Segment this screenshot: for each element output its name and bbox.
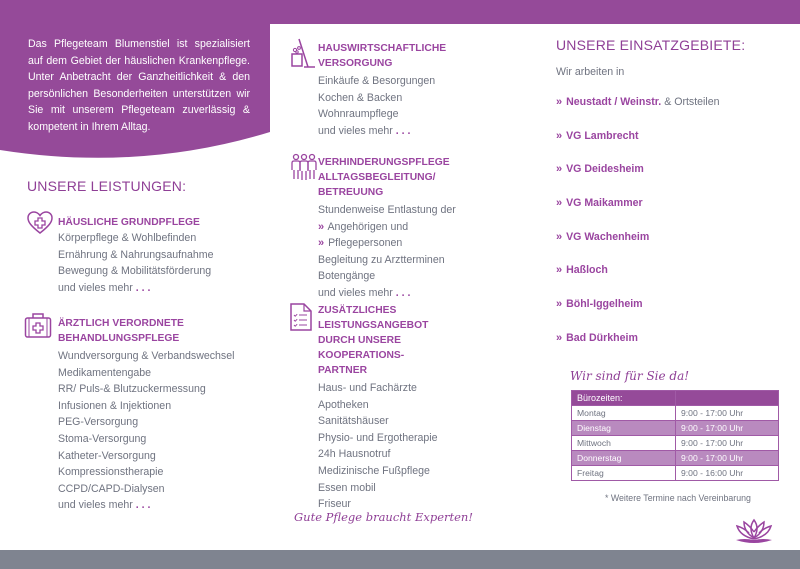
block-heading: ÄRZTLICH VERORDNETE xyxy=(58,318,184,329)
table-header-empty xyxy=(676,391,779,406)
area-item xyxy=(556,96,720,130)
more-text: und vieles mehr xyxy=(318,286,393,299)
double-chevron-icon: » xyxy=(556,129,561,142)
list-item: PEG-Versorgung xyxy=(58,416,139,429)
office-tagline: Wir sind für Sie da! xyxy=(570,369,690,383)
intro-panel xyxy=(0,0,270,162)
list-item-more xyxy=(318,123,446,140)
double-chevron-icon: » xyxy=(556,96,561,108)
hours-cell: 9:00 - 16:00 Uhr xyxy=(676,466,779,481)
double-chevron-icon: » xyxy=(556,331,561,344)
ellipsis: . . . xyxy=(135,499,151,512)
list-item-arrow xyxy=(318,219,456,236)
area-name: VG Maikammer xyxy=(566,197,643,210)
list-item: Essen mobil xyxy=(318,481,376,494)
list-item: 24h Hausnotruf xyxy=(318,448,391,461)
day-cell: Freitag xyxy=(572,466,676,481)
list-item: Wohnraumpflege xyxy=(318,108,399,121)
list-item: Botengänge xyxy=(318,270,376,283)
services-title: UNSERE LEISTUNGEN: xyxy=(27,178,187,194)
list-item: Körperpflege & Wohlbefinden xyxy=(58,232,197,244)
list-item: Sanitätshäuser xyxy=(318,415,389,428)
area-name: Neustadt / Weinstr. xyxy=(566,96,662,108)
list-item: Infusionen & Injektionen xyxy=(58,399,172,412)
more-text: und vieles mehr xyxy=(58,499,133,512)
table-row xyxy=(572,466,779,481)
area-name: Böhl-Iggelheim xyxy=(566,298,643,311)
lotus-logo-icon xyxy=(734,518,774,546)
appointment-note: * Weitere Termine nach Vereinbarung xyxy=(605,493,751,503)
area-item xyxy=(556,332,720,366)
table-row xyxy=(572,406,779,421)
area-suffix: & Ortsteilen xyxy=(661,96,720,108)
list-item-text: Pflegepersonen xyxy=(328,237,403,250)
day-cell: Mittwoch xyxy=(572,436,676,451)
list-item: Haus- und Fachärzte xyxy=(318,382,417,394)
list-item-more xyxy=(318,285,456,302)
checklist-document-icon xyxy=(290,303,312,331)
ellipsis: . . . xyxy=(135,281,151,294)
double-chevron-icon: » xyxy=(318,237,323,250)
hours-cell: 9:00 - 17:00 Uhr xyxy=(676,421,779,436)
heart-plus-icon xyxy=(27,211,53,235)
list-item: Bewegung & Mobilitätsförderung xyxy=(58,265,212,278)
list-item: Begleitung zu Arztterminen xyxy=(318,253,445,266)
areas-intro: Wir arbeiten in xyxy=(556,66,625,78)
table-header-row xyxy=(572,391,779,406)
list-item: Kochen & Backen xyxy=(318,91,403,104)
ellipsis: . . . xyxy=(395,124,411,137)
hours-cell: 9:00 - 17:00 Uhr xyxy=(676,436,779,451)
double-chevron-icon: » xyxy=(318,220,323,233)
table-header: Bürozeiten: xyxy=(572,391,676,406)
area-name: VG Wachenheim xyxy=(566,230,650,243)
area-name: Haßloch xyxy=(566,264,608,277)
day-cell: Donnerstag xyxy=(572,451,676,466)
block-heading: BEHANDLUNGSPFLEGE xyxy=(58,333,180,344)
table-row xyxy=(572,421,779,436)
list-item: Stoma-Versorgung xyxy=(58,432,147,445)
area-item xyxy=(556,231,720,265)
block-heading: ZUSÄTZLICHES LEISTUNGSANGEBOT xyxy=(318,305,429,331)
medical-kit-icon xyxy=(24,311,52,339)
block-heading: VERSORGUNG xyxy=(318,58,393,69)
intro-text: Das Pflegeteam Blumenstiel ist spezialisiert auf dem Gebiet der häuslichen Krankenpflege. Unter Anbetracht der Ganzheitlichkeit & den persönlichen Besonderheiten unterstützen wir Sie mit unserem Pflegeteam zuverlässig & kompetent in Ihrem Alltag. xyxy=(28,38,250,133)
area-name: VG Lambrecht xyxy=(566,129,639,142)
block-heading: PARTNER xyxy=(318,365,368,376)
hours-cell: 9:00 - 17:00 Uhr xyxy=(676,451,779,466)
slogan: Gute Pflege braucht Experten! xyxy=(294,510,473,524)
list-item: Stundenweise Entlastung der xyxy=(318,204,456,216)
area-item xyxy=(556,130,720,164)
area-item xyxy=(556,264,720,298)
area-name: VG Deidesheim xyxy=(566,163,644,176)
more-text: und vieles mehr xyxy=(318,124,393,137)
list-item: Katheter-Versorgung xyxy=(58,449,156,462)
list-item: Physio- und Ergotherapie xyxy=(318,431,438,444)
hours-cell: 9:00 - 17:00 Uhr xyxy=(676,406,779,421)
block-heading: HAUSWIRTSCHAFTLICHE xyxy=(318,43,447,54)
double-chevron-icon: » xyxy=(556,230,561,243)
list-item: Einkäufe & Besorgungen xyxy=(318,75,436,87)
block-heading: ALLTAGSBEGLEITUNG/ BETREUUNG xyxy=(318,172,436,198)
list-item-text: Angehörigen und xyxy=(327,220,409,233)
area-item xyxy=(556,197,720,231)
list-item: Ernährung & Nahrungsaufnahme xyxy=(58,248,214,261)
double-chevron-icon: » xyxy=(556,264,561,277)
cleaning-mop-icon xyxy=(290,38,316,70)
footer-gray-band xyxy=(0,550,800,569)
people-group-icon xyxy=(290,153,318,181)
day-cell: Montag xyxy=(572,406,676,421)
list-item: Kompressionstherapie xyxy=(58,466,164,479)
office-hours-table xyxy=(571,390,779,481)
list-item-more xyxy=(58,280,213,297)
ellipsis: . . . xyxy=(395,286,411,299)
area-name: Bad Dürkheim xyxy=(566,331,638,344)
list-item: Wundversorgung & Verbandswechsel xyxy=(58,350,235,362)
list-item: Medizinische Fußpflege xyxy=(318,464,430,477)
day-cell: Dienstag xyxy=(572,421,676,436)
block-heading: DURCH UNSERE KOOPERATIONS- xyxy=(318,335,405,361)
list-item-arrow xyxy=(318,235,456,252)
list-item-more xyxy=(58,497,234,514)
block-heading: VERHINDERUNGSPFLEGE xyxy=(318,157,450,168)
list-item: Apotheken xyxy=(318,398,369,411)
list-item: RR/ Puls-& Blutzuckermessung xyxy=(58,383,206,396)
list-item: Medikamentengabe xyxy=(58,366,152,379)
more-text: und vieles mehr xyxy=(58,281,133,294)
block-heading: HÄUSLICHE GRUNDPFLEGE xyxy=(58,217,200,228)
areas-list xyxy=(556,96,720,366)
areas-title: UNSERE EINSATZGEBIETE: xyxy=(556,37,746,53)
double-chevron-icon: » xyxy=(556,298,561,311)
double-chevron-icon: » xyxy=(556,163,561,176)
table-row xyxy=(572,436,779,451)
list-item: CCPD/CAPD-Dialysen xyxy=(58,482,165,495)
area-item xyxy=(556,163,720,197)
double-chevron-icon: » xyxy=(556,197,561,210)
table-row xyxy=(572,451,779,466)
area-item xyxy=(556,298,720,332)
list-item: Friseur xyxy=(318,498,351,511)
